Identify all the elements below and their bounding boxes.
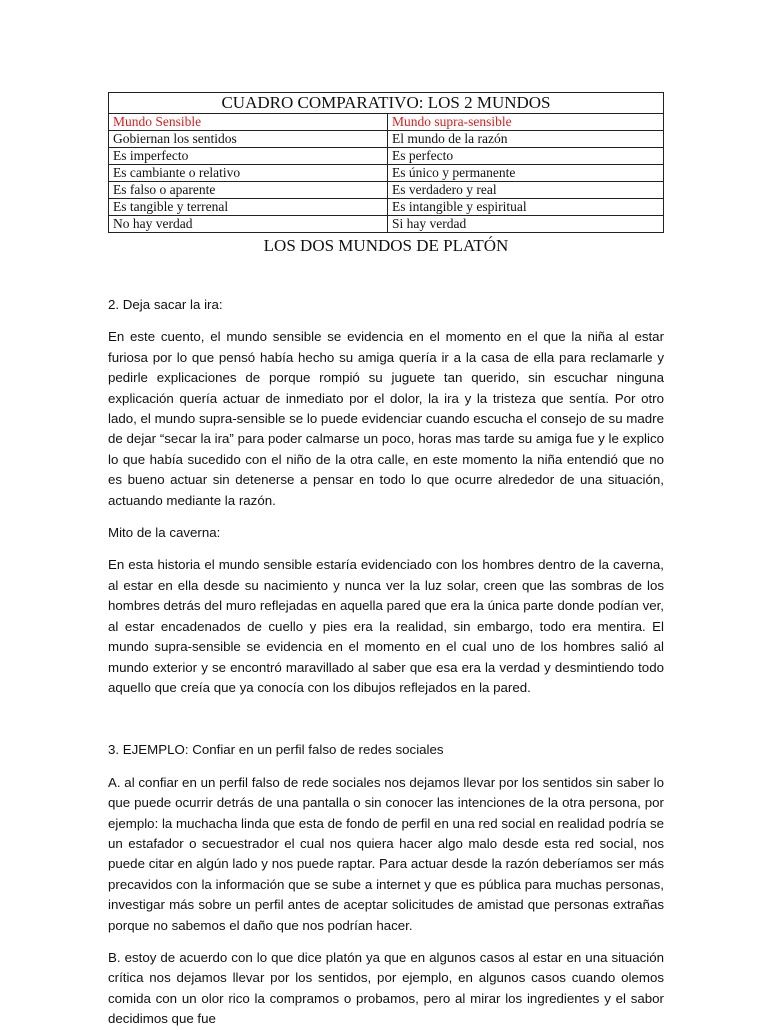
paragraph-ejemplo-a: A. al confiar en un perfil falso de rede sociales nos dejamos llevar por los sentidos sin saber lo que puede ocurrir detrás de una pantalla o sin conocer las intenciones de la otra persona, por ejemplo: la muchacha linda que esta de fondo de perfil en una red social en realidad podría se un estafador o secuestrador el cual nos quiera hacer algo malo desde esta red social, nos puede citar en algún lado y nos puede raptar. Para actuar desde la razón deberíamos ser más precavidos con la información que se sube a internet y que es pública para muchas personas, investigar más sobre un perfil antes de aceptar solicitudes de amistad que personas extrañas porque no sabemos el daño que nos podrían hacer. bbox=[108, 774, 664, 933]
section-heading-ira: 2. Deja sacar la ira: bbox=[108, 297, 223, 312]
table-cell: Es falso o aparente bbox=[109, 182, 388, 199]
paragraph-ejemplo-b: B. estoy de acuerdo con lo que dice platón ya que en algunos casos al estar en una situación crítica nos dejamos llevar por los sentidos, por ejemplo, en algunos casos cuando olemos comida con un olor rico la compramos o probamos, pero al mirar los ingredientes y el sabor decidimos que fue bbox=[108, 949, 664, 1027]
section-heading-ejemplo: 3. EJEMPLO: Confiar en un perfil falso de redes sociales bbox=[108, 742, 444, 758]
paragraph-caverna: En esta historia el mundo sensible estaría evidenciado con los hombres dentro de la caverna, al estar en ella desde su nacimiento y nunca ver la luz solar, creen que las sombras de los hombres detrás del muro reflejadas en aquella pared que era la única parte donde podían ver, al estar encadenados de cuello y pies era la realidad, sin embargo, todo era mentira. El mundo supra-sensible se evidencia en el momento en el cual uno de los hombres salió al mundo exterior y se encontró maravillado al saber que esa era la verdad y desmintiendo todo aquello que creía que ya conocía con los dibujos reflejados en la pared. bbox=[108, 557, 664, 695]
document-body bbox=[108, 295, 664, 1030]
comparison-table bbox=[108, 92, 664, 233]
paragraph-ira: En este cuento, el mundo sensible se evidencia en el momento en el que la niña al estar furiosa por lo que pensó había hecho su amiga quería ir a la casa de ella para reclamarle y pedirle explicaciones de porque rompió su juguete tan querido, sin escuchar ninguna explicación quería actuar de inmediato por el dolor, la ira y la tristeza que sentía. Por otro lado, el mundo supra-sensible se lo puede evidenciar cuando escucha el consejo de su madre de dejar “secar la ira” para poder calmarse un poco, horas mas tarde su amiga fue y le explico lo que había sucedido con el niño de la otra calle, en este momento la niña entendió que no es bueno actuar sin detenerse a pensar en todo lo que ocurre alrededor de una situación, actuando mediante la razón. bbox=[108, 329, 664, 508]
section-title: LOS DOS MUNDOS DE PLATÓN bbox=[263, 236, 509, 255]
table-cell: Es imperfecto bbox=[109, 148, 388, 165]
table-cell: Es tangible y terrenal bbox=[109, 199, 388, 216]
table-cell: Es verdadero y real bbox=[388, 182, 664, 199]
table-cell: No hay verdad bbox=[109, 216, 388, 233]
table-cell: Si hay verdad bbox=[388, 216, 664, 233]
table-cell: El mundo de la razón bbox=[388, 131, 664, 148]
table-row bbox=[109, 199, 664, 216]
header-sensible: Mundo Sensible bbox=[109, 114, 388, 131]
table-row bbox=[109, 182, 664, 199]
table-row bbox=[109, 148, 664, 165]
table-cell: Es intangible y espiritual bbox=[388, 199, 664, 216]
table-row bbox=[109, 131, 664, 148]
table-row bbox=[109, 216, 664, 233]
table-title: CUADRO COMPARATIVO: LOS 2 MUNDOS bbox=[109, 93, 664, 114]
header-supra-sensible: Mundo supra-sensible bbox=[388, 114, 664, 131]
table-row bbox=[109, 165, 664, 182]
table-cell: Es cambiante o relativo bbox=[109, 165, 388, 182]
section-heading-caverna: Mito de la caverna: bbox=[108, 525, 221, 541]
table-cell: Es único y permanente bbox=[388, 165, 664, 182]
table-cell: Es perfecto bbox=[388, 148, 664, 165]
table-cell: Gobiernan los sentidos bbox=[109, 131, 388, 148]
